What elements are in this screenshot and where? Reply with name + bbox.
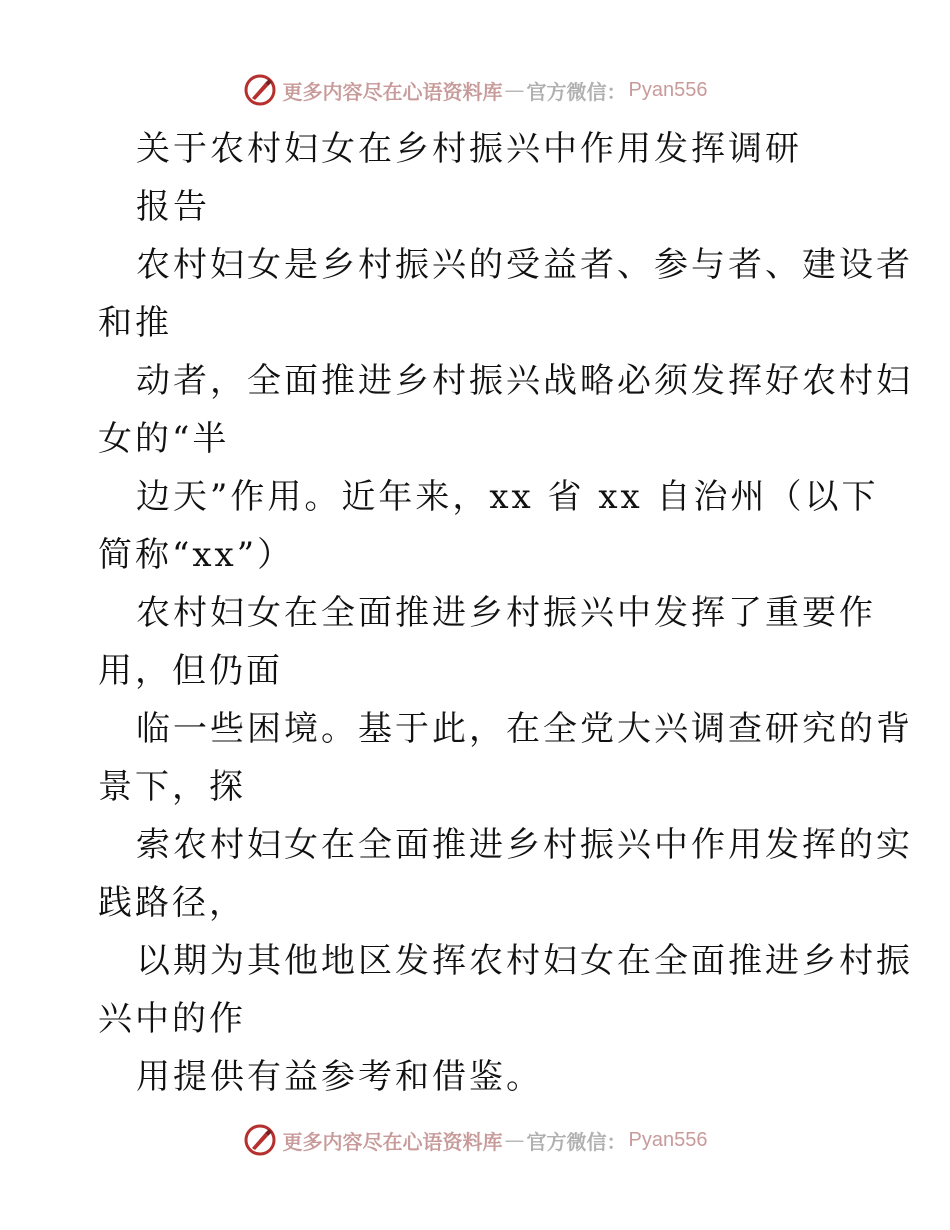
watermark-separator: —: [504, 1128, 525, 1152]
pen-logo-icon: [243, 1123, 277, 1157]
watermark-contact-id: Pyan556: [628, 1128, 708, 1151]
watermark-contact-id: Pyan556: [628, 78, 708, 101]
text-line: 简称“xx”）: [98, 535, 295, 575]
text-line: 女的“半: [98, 419, 230, 459]
watermark-separator: —: [504, 78, 525, 102]
text-line: 边天”作用。近年来，xx 省 xx 自治州（以下: [136, 477, 879, 517]
text-line: 和推: [98, 303, 172, 343]
watermark-banner-top: [0, 70, 950, 110]
watermark-brand-text: 更多内容尽在心语资料库: [282, 79, 503, 104]
text-line: 兴中的作: [98, 999, 246, 1039]
watermark-banner-bottom: [0, 1120, 950, 1160]
watermark-brand-text: 更多内容尽在心语资料库: [282, 1129, 503, 1154]
watermark-contact-label: 官方微信：: [526, 79, 627, 104]
text-line: 农村妇女是乡村振兴的受益者、参与者、建设者: [136, 245, 913, 285]
document-body: [98, 120, 913, 1106]
text-line: 报告: [136, 187, 210, 227]
text-line: 践路径，: [98, 883, 246, 923]
pen-logo-icon: [243, 73, 277, 107]
text-line: 关于农村妇女在乡村振兴中作用发挥调研: [136, 129, 802, 169]
text-line: 景下，探: [98, 767, 246, 807]
text-line: 用提供有益参考和借鉴。: [136, 1057, 543, 1097]
watermark-contact-label: 官方微信：: [526, 1129, 627, 1154]
text-line: 动者，全面推进乡村振兴战略必须发挥好农村妇: [136, 361, 913, 401]
text-line: 以期为其他地区发挥农村妇女在全面推进乡村振: [136, 941, 913, 981]
text-line: 农村妇女在全面推进乡村振兴中发挥了重要作: [136, 593, 876, 633]
text-line: 用，但仍面: [98, 651, 283, 691]
text-line: 临一些困境。基于此，在全党大兴调查研究的背: [136, 709, 913, 749]
text-line: 索农村妇女在全面推进乡村振兴中作用发挥的实: [136, 825, 913, 865]
